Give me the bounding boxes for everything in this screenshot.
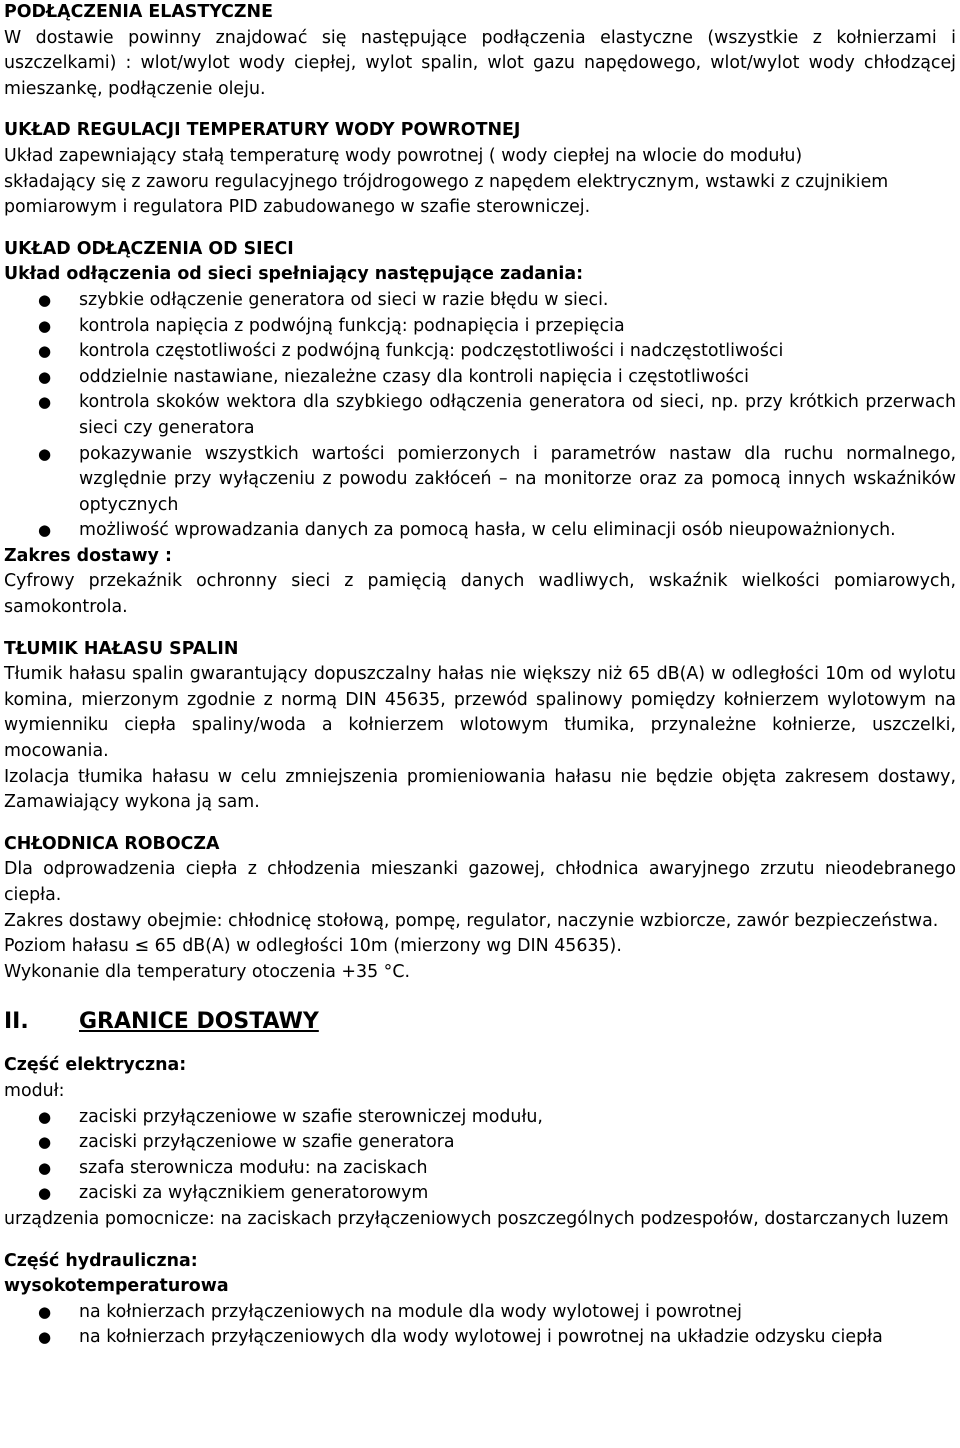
bullet-icon: ● <box>38 1133 52 1152</box>
heading-return-water-regulation: UKŁAD REGULACJI TEMPERATURY WODY POWROTNEJ <box>4 120 521 141</box>
elastic-connections-text: W dostawie powinny znajdować się następujące podłączenia elastyczne (wszystkie z kołnierzami i uszczelkami) : wlot/wylot wody ciepłej, wylot spalin, wlot gazu napędowego, wlot/wylot wody chłodzącej mieszankę, podłączenie oleju. <box>4 27 956 99</box>
list-item: ● na kołnierzach przyłączeniowych dla wody wylotowej i powrotnej na układzie odzysku ciepła <box>4 1325 956 1351</box>
heading-hydraulic-part: Część hydrauliczna: <box>4 1250 198 1271</box>
list-item: ● szafa sterownicza modułu: na zaciskach <box>4 1156 956 1182</box>
bullet-icon: ● <box>38 521 52 540</box>
bullet-icon: ● <box>38 1158 52 1177</box>
cooler-para1: Dla odprowadzenia ciepła z chłodzenia mieszanki gazowej, chłodnica awaryjnego zrzutu nieodebranego ciepła. <box>4 859 956 905</box>
scope-text: Cyfrowy przekaźnik ochronny sieci z pamięcią danych wadliwych, wskaźnik wielkości pomiarowych, samokontrola. <box>4 571 956 618</box>
cooler-para2: Zakres dostawy obejmie: chłodnicę stołową, pompę, regulator, naczynie wzbiorcze, zawór bezpieczeństwa. <box>4 910 939 931</box>
exhaust-silencer-para1: Tłumik hałasu spalin gwarantujący dopuszczalny hałas nie większy niż 65 dB(A) w odległości 10m od wylotu komina, mierzonym zgodnie z normą DIN 45635, przewód spalinowy pomiędzy kołnierzem wylotowym na wymienniku ciepła spaliny/woda a kołnierzem wlotowym tłumika, przynależne kołnierze, uszczelki, mocowania. <box>4 664 956 762</box>
heading-exhaust-silencer: TŁUMIK HAŁASU SPALIN <box>4 638 239 659</box>
list-item: ● kontrola skoków wektora dla szybkiego odłączenia generatora od sieci, np. przy krótkich przerwach sieci czy generatora <box>38 392 956 438</box>
heading-electrical-part: Część elektryczna: <box>4 1055 187 1076</box>
list-item: ● kontrola częstotliwości z podwójną funkcją: podczęstotliwości i nadczęstotliwości <box>4 339 956 365</box>
return-water-text-line2: składający się z zaworu regulacyjnego trójdrogowego z napędem elektrycznym, wstawki z czujnikiem pomiarowym i regulatora PID zabudowanego w szafie sterowniczej. <box>4 171 889 218</box>
heading-grid-disconnection: UKŁAD ODŁĄCZENIA OD SIECI <box>4 238 294 259</box>
bullet-icon: ● <box>38 367 52 386</box>
auxiliary-devices-text: urządzenia pomocnicze: na zaciskach przyłączeniowych poszczególnych podzespołów, dostarczanych luzem <box>4 1208 949 1229</box>
scope-label: Zakres dostawy : <box>4 545 172 566</box>
section-number: II. <box>4 1009 29 1035</box>
bullet-icon: ● <box>38 444 52 463</box>
heading-cooler: CHŁODNICA ROBOCZA <box>4 833 220 854</box>
hydraulic-subheading: wysokotemperaturowa <box>4 1276 229 1297</box>
hydraulic-list <box>4 1300 956 1351</box>
bullet-icon: ● <box>38 290 52 309</box>
list-item: ● zaciski przyłączeniowe w szafie sterowniczej modułu, <box>4 1105 956 1131</box>
grid-disconnection-list <box>4 288 956 544</box>
list-item: ● oddzielnie nastawiane, niezależne czasy dla kontroli napięcia i częstotliwości <box>4 365 956 391</box>
return-water-text-line1: Układ zapewniający stałą temperaturę wody powrotnej ( wody ciepłej na wlocie do modułu) <box>4 145 803 166</box>
section-title: GRANICE DOSTAWY <box>79 1009 319 1035</box>
list-item: ● na kołnierzach przyłączeniowych na module dla wody wylotowej i powrotnej <box>4 1300 956 1326</box>
list-item: ● zaciski za wyłącznikiem generatorowym <box>4 1181 956 1207</box>
list-item: ● zaciski przyłączeniowe w szafie generatora <box>4 1130 956 1156</box>
list-item: ● pokazywanie wszystkich wartości pomierzonych i parametrów nastaw dla ruchu normalnego, względnie przy wyłączeniu z powodu zakłóceń – na monitorze oraz za pomocą innych wskaźników optycznych <box>38 443 956 515</box>
bullet-icon: ● <box>38 1328 52 1347</box>
grid-disconnection-subheading: Układ odłączenia od sieci spełniający następujące zadania: <box>4 264 584 285</box>
section-heading-delivery-limits <box>4 1001 956 1037</box>
list-item: ● możliwość wprowadzania danych za pomocą hasła, w celu eliminacji osób nieupoważnionych. <box>4 518 956 544</box>
bullet-icon: ● <box>38 316 52 335</box>
cooler-para3: Poziom hałasu ≤ 65 dB(A) w odległości 10m (mierzony wg DIN 45635). <box>4 936 622 957</box>
list-item: ● szybkie odłączenie generatora od sieci w razie błędu w sieci. <box>4 288 956 314</box>
bullet-icon: ● <box>38 1302 52 1321</box>
bullet-icon: ● <box>38 393 52 412</box>
bullet-icon: ● <box>38 1107 52 1126</box>
electrical-list <box>4 1105 956 1207</box>
bullet-icon: ● <box>38 342 52 361</box>
heading-elastic-connections: PODŁĄCZENIA ELASTYCZNE <box>4 2 273 22</box>
exhaust-silencer-para2: Izolacja tłumika hałasu w celu zmniejszenia promieniowania hałasu nie będzie objęta zakresem dostawy, Zamawiający wykona ją sam. <box>4 766 956 813</box>
module-label: moduł: <box>4 1080 65 1101</box>
list-item: ● kontrola napięcia z podwójną funkcją: podnapięcia i przepięcia <box>4 314 956 340</box>
bullet-icon: ● <box>38 1184 52 1203</box>
cooler-para4: Wykonanie dla temperatury otoczenia +35 °C. <box>4 961 411 982</box>
